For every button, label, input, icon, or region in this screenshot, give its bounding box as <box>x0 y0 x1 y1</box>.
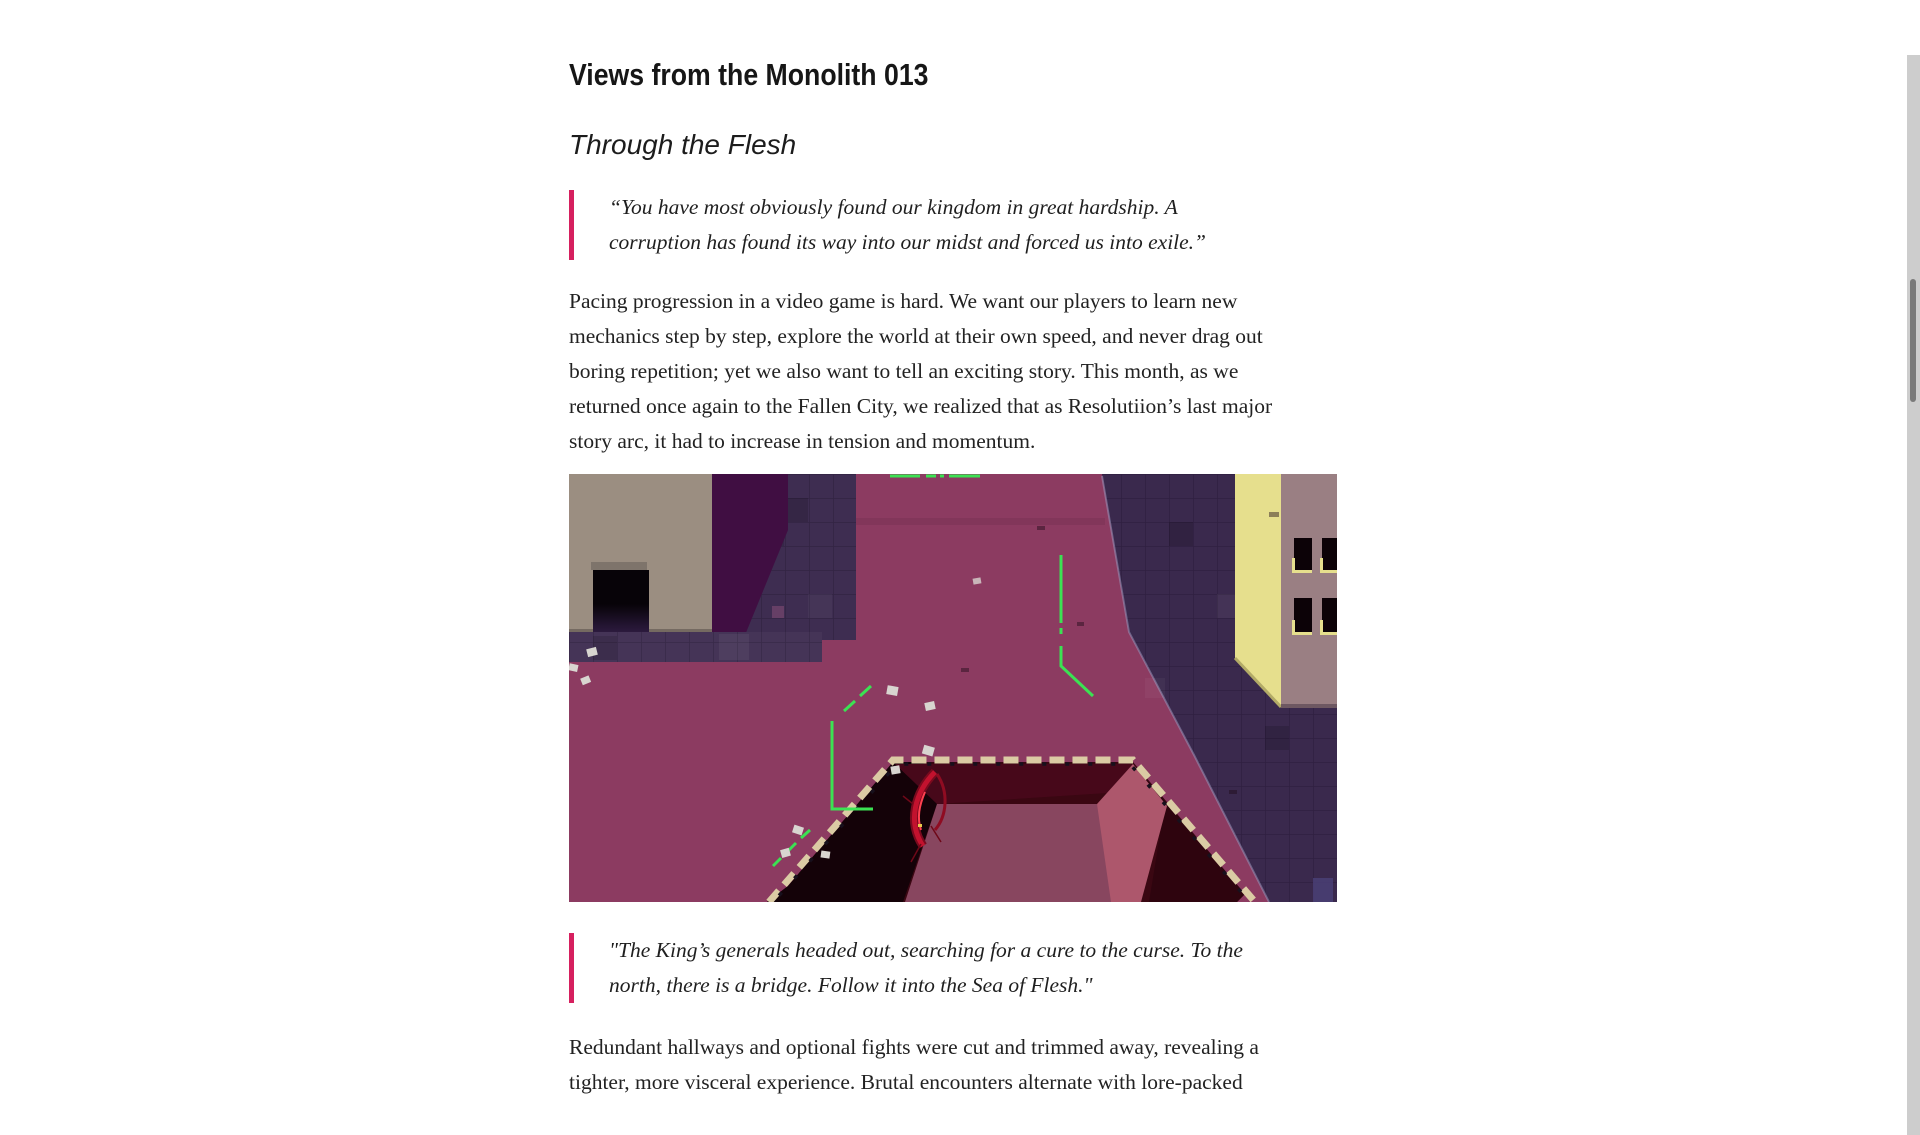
paragraph-pacing <box>569 284 1337 459</box>
paragraph-line: Pacing progression in a video game is hard. We want our players to learn new <box>569 289 1238 313</box>
game-screenshot <box>569 474 1337 902</box>
scrollbar-thumb[interactable] <box>1910 279 1916 402</box>
grey-building <box>569 474 712 632</box>
article-title: Views from the Monolith 013 <box>569 57 929 92</box>
mauve-building <box>1281 474 1337 708</box>
quote-line: “You have most obviously found our kingdom in great hardship. A <box>609 195 1178 219</box>
paragraph-line: Redundant hallways and optional fights were cut and trimmed away, revealing a <box>569 1035 1259 1059</box>
paragraph-line: tighter, more visceral experience. Brutal encounters alternate with lore-packed <box>569 1070 1243 1094</box>
scrollbar-track[interactable] <box>1907 55 1920 1135</box>
article-subtitle: Through the Flesh <box>569 129 797 160</box>
article-column <box>569 55 1337 1100</box>
quote-generals <box>569 933 1243 1003</box>
quote-line: north, there is a bridge. Follow it into the Sea of Flesh." <box>609 973 1093 997</box>
door-lintel <box>591 562 647 570</box>
blog-page <box>0 55 1920 1135</box>
quote-line: corruption has found its way into our midst and forced us into exile.” <box>609 230 1207 254</box>
paragraph-line: returned once again to the Fallen City, we realized that as Resolutiion’s last major <box>569 394 1273 418</box>
paragraph-line: mechanics step by step, explore the world at their own speed, and never drag out <box>569 324 1263 348</box>
paragraph-redundant <box>569 1030 1337 1100</box>
paragraph-line: story arc, it had to increase in tension and momentum. <box>569 429 1036 453</box>
doorway <box>593 570 649 632</box>
quote-kingdom <box>569 190 1207 260</box>
quote-line: "The King’s generals headed out, searching for a cure to the curse. To the <box>609 938 1243 962</box>
blog-article <box>569 55 1337 1100</box>
paragraph-line: boring repetition; yet we also want to tell an exciting story. This month, as we <box>569 359 1239 383</box>
game-screenshot-figure <box>569 474 1337 902</box>
